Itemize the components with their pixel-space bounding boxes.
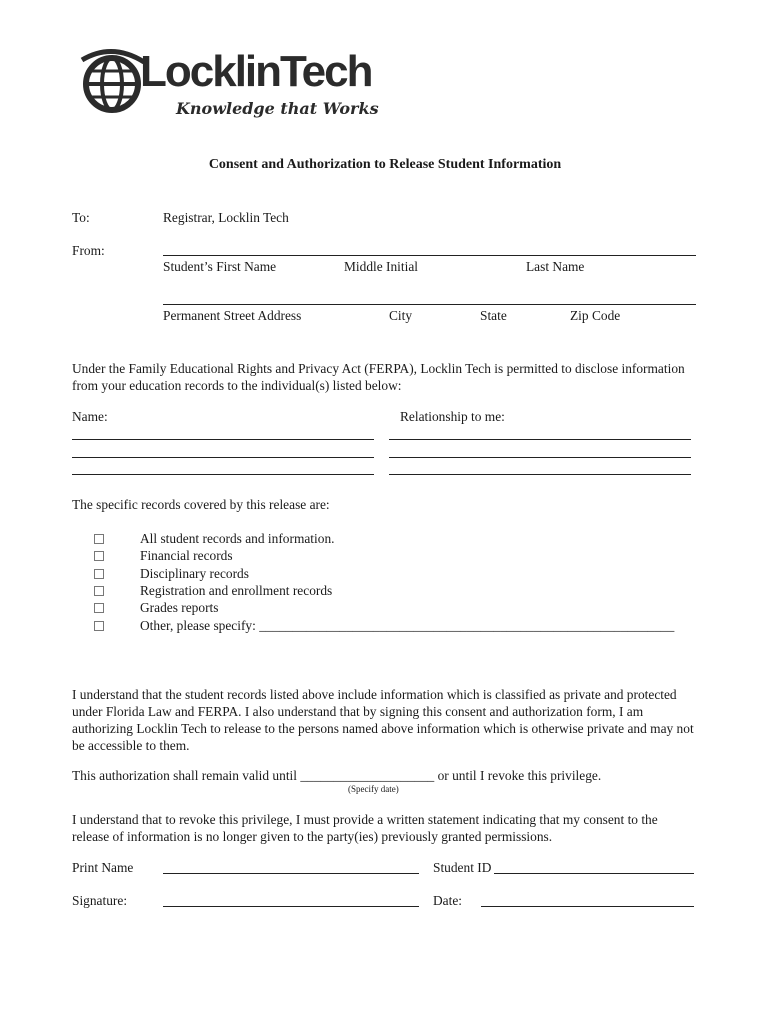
- record-item: Registration and enrollment records: [140, 583, 333, 598]
- document-title: Consent and Authorization to Release Student Information: [208, 157, 562, 172]
- record-item: Grades reports: [140, 600, 219, 615]
- checkbox-disciplinary[interactable]: [94, 569, 104, 579]
- street-caption: Permanent Street Address: [163, 308, 302, 323]
- globe-icon: [78, 44, 148, 124]
- relationship-line-1[interactable]: [389, 439, 691, 440]
- relationship-label: Relationship to me:: [400, 409, 505, 424]
- student-id-label: Student ID: [433, 860, 492, 875]
- records-intro: The specific records covered by this release are:: [72, 497, 330, 512]
- print-name-line[interactable]: [163, 873, 419, 874]
- checkbox-registration[interactable]: [94, 586, 104, 596]
- specify-date-caption: (Specify date): [348, 784, 399, 794]
- middle-initial-caption: Middle Initial: [344, 259, 419, 274]
- checkbox-grades[interactable]: [94, 603, 104, 613]
- zip-caption: Zip Code: [570, 308, 621, 323]
- record-item-other: Other, please specify: ______________________________________________________________: [140, 618, 675, 633]
- last-name-caption: Last Name: [526, 259, 585, 274]
- signature-label: Signature:: [72, 893, 128, 908]
- to-label: To:: [72, 210, 90, 225]
- state-caption: State: [480, 308, 507, 323]
- address-line[interactable]: [163, 304, 696, 305]
- recipient-name-line-3[interactable]: [72, 474, 374, 475]
- date-line[interactable]: [481, 906, 694, 907]
- relationship-line-2[interactable]: [389, 457, 691, 458]
- print-name-label: Print Name: [72, 860, 134, 875]
- name-label: Name:: [72, 409, 108, 424]
- to-value: Registrar, Locklin Tech: [163, 210, 289, 225]
- revoke-paragraph: I understand that to revoke this privilege, I must provide a written statement indicating that my consent to the release of information is no longer given to the party(ies) previously granted permissions.: [72, 812, 658, 844]
- recipient-name-line-2[interactable]: [72, 457, 374, 458]
- record-item: All student records and information.: [140, 531, 335, 546]
- checkbox-financial[interactable]: [94, 551, 104, 561]
- signature-line[interactable]: [163, 906, 419, 907]
- recipient-name-line-1[interactable]: [72, 439, 374, 440]
- ferpa-paragraph: Under the Family Educational Rights and Privacy Act (FERPA), Locklin Tech is permitted to disclose information from your education records to the individual(s) listed below:: [72, 361, 685, 393]
- logo-tagline: Knowledge that Works: [176, 99, 379, 118]
- checkbox-other[interactable]: [94, 621, 104, 631]
- logo-brand: LocklinTech: [140, 47, 372, 96]
- city-caption: City: [389, 308, 413, 323]
- first-name-caption: Student’s First Name: [163, 259, 277, 274]
- record-item: Disciplinary records: [140, 566, 249, 581]
- student-id-line[interactable]: [494, 873, 694, 874]
- from-label: From:: [72, 243, 105, 258]
- record-item: Financial records: [140, 548, 233, 563]
- understand-paragraph: I understand that the student records listed above include information which is classified as private and protected under Florida Law and FERPA. I also understand that by signing this consent and authorization form, I am authorizing Locklin Tech to release to the persons named above information which is otherwise private and may not be accessible to them.: [72, 687, 694, 753]
- locklin-tech-logo: [78, 44, 408, 124]
- name-line[interactable]: [163, 255, 696, 256]
- date-label: Date:: [433, 893, 462, 908]
- validity-statement: This authorization shall remain valid until ____________________ or until I revoke this privilege.: [72, 768, 602, 783]
- relationship-line-3[interactable]: [389, 474, 691, 475]
- checkbox-all-records[interactable]: [94, 534, 104, 544]
